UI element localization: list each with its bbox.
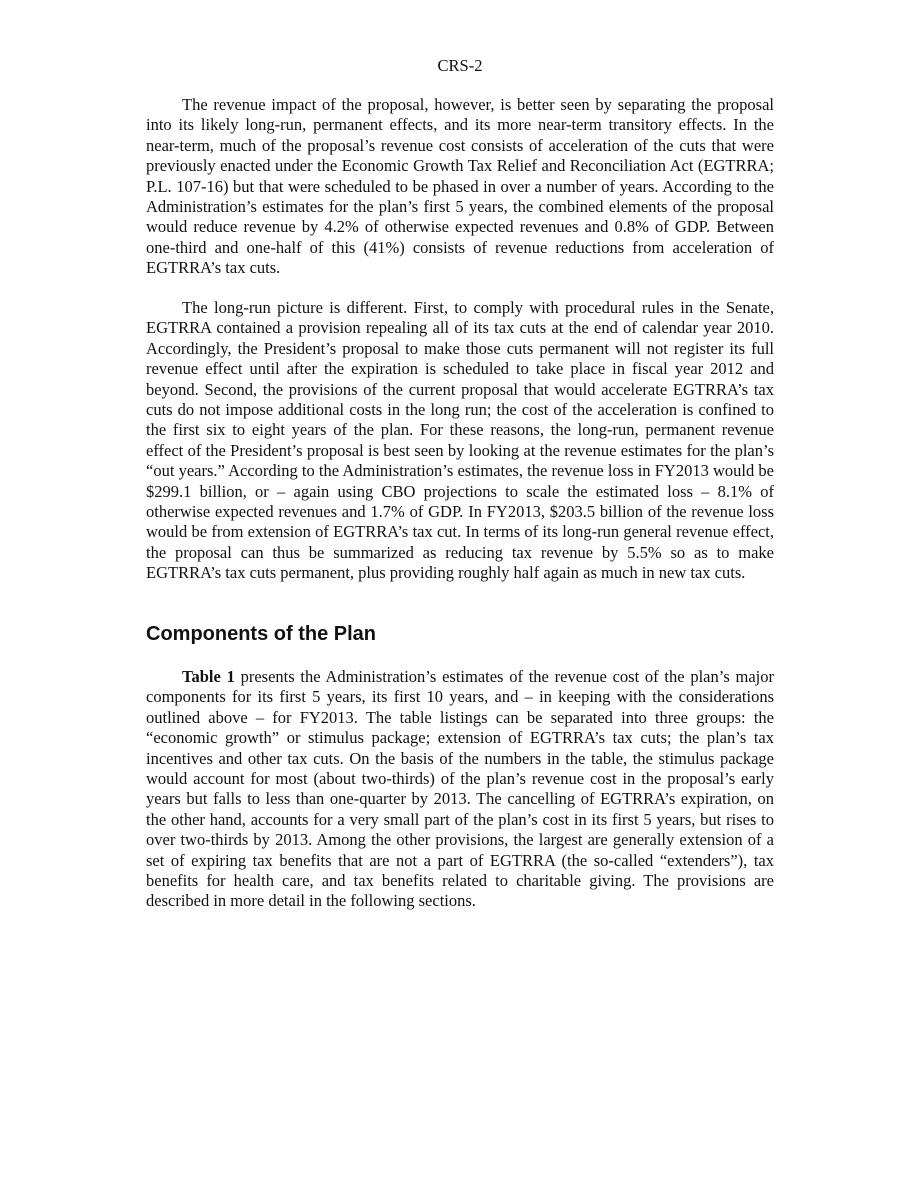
paragraph-components-body: presents the Administration’s estimates of the revenue cost of the plan’s major components for its first 5 years, its first 10 years, and – in keeping with the considerations outlined above – for FY2013. The table listings can be separated into three groups: the “economic growth” or stimulus package; extension of EGTRRA’s tax cuts; the plan’s tax incentives and other tax cuts. On the basis of the numbers in the table, the stimulus package would account for most (about two-thirds) of the plan’s revenue cost in the proposal’s early years but falls to less than one-quarter by 2013. The cancelling of EGTRRA’s expiration, on the other hand, accounts for a very small part of the plan’s cost in its first 5 years, but rises to over two-thirds by 2013. Among the other provisions, the largest are generally extension of a set of expiring tax benefits that are not a part of EGTRRA (the so-called “extenders”), tax benefits for health care, and tax benefits related to charitable giving. The provisions are described in more detail in the following sections. — [146, 667, 774, 911]
paragraph-revenue-impact: The revenue impact of the proposal, however, is better seen by separating the proposal into its likely long-run, permanent effects, and its more near-term transitory effects. In the near-term, much of the proposal’s revenue cost consists of acceleration of the cuts that were previously enacted under the Economic Growth Tax Relief and Reconciliation Act (EGTRRA; P.L. 107-16) but that were scheduled to be phased in over a number of years. According to the Administration’s estimates for the plan’s first 5 years, the combined elements of the proposal would reduce revenue by 4.2% of otherwise expected revenues and 0.8% of GDP. Between one-third and one-half of this (41%) consists of revenue reductions from acceleration of EGTRRA’s tax cuts. — [146, 95, 774, 278]
paragraph-long-run-picture: The long-run picture is different. First, to comply with procedural rules in the Senate, EGTRRA contained a provision repealing all of its tax cuts at the end of calendar year 2010. Accordingly, the President’s proposal to make those cuts permanent will not register its full revenue effect until after the expiration is scheduled to take place in fiscal year 2012 and beyond. Second, the provisions of the current proposal that would accelerate EGTRRA’s tax cuts do not impose additional costs in the long run; the cost of the acceleration is confined to the first six to eight years of the plan. For these reasons, the long-run, permanent revenue effect of the President’s proposal is best seen by looking at the revenue estimates for the plan’s “out years.” According to the Administration’s estimates, the revenue loss in FY2013 would be $299.1 billion, or – again using CBO projections to scale the estimated loss – 8.1% of otherwise expected revenues and 1.7% of GDP. In FY2013, $203.5 billion of the revenue loss would be from extension of EGTRRA’s tax cut. In terms of its long-run general revenue effect, the proposal can thus be summarized as reducing tax revenue by 5.5% so as to make EGTRRA’s tax cuts permanent, plus providing roughly half again as much in new tax cuts. — [146, 298, 774, 583]
page-number-header: CRS-2 — [437, 56, 483, 75]
section-heading-components: Components of the Plan — [146, 623, 376, 645]
table-reference: Table 1 — [182, 667, 235, 686]
paragraph-components — [146, 667, 774, 912]
